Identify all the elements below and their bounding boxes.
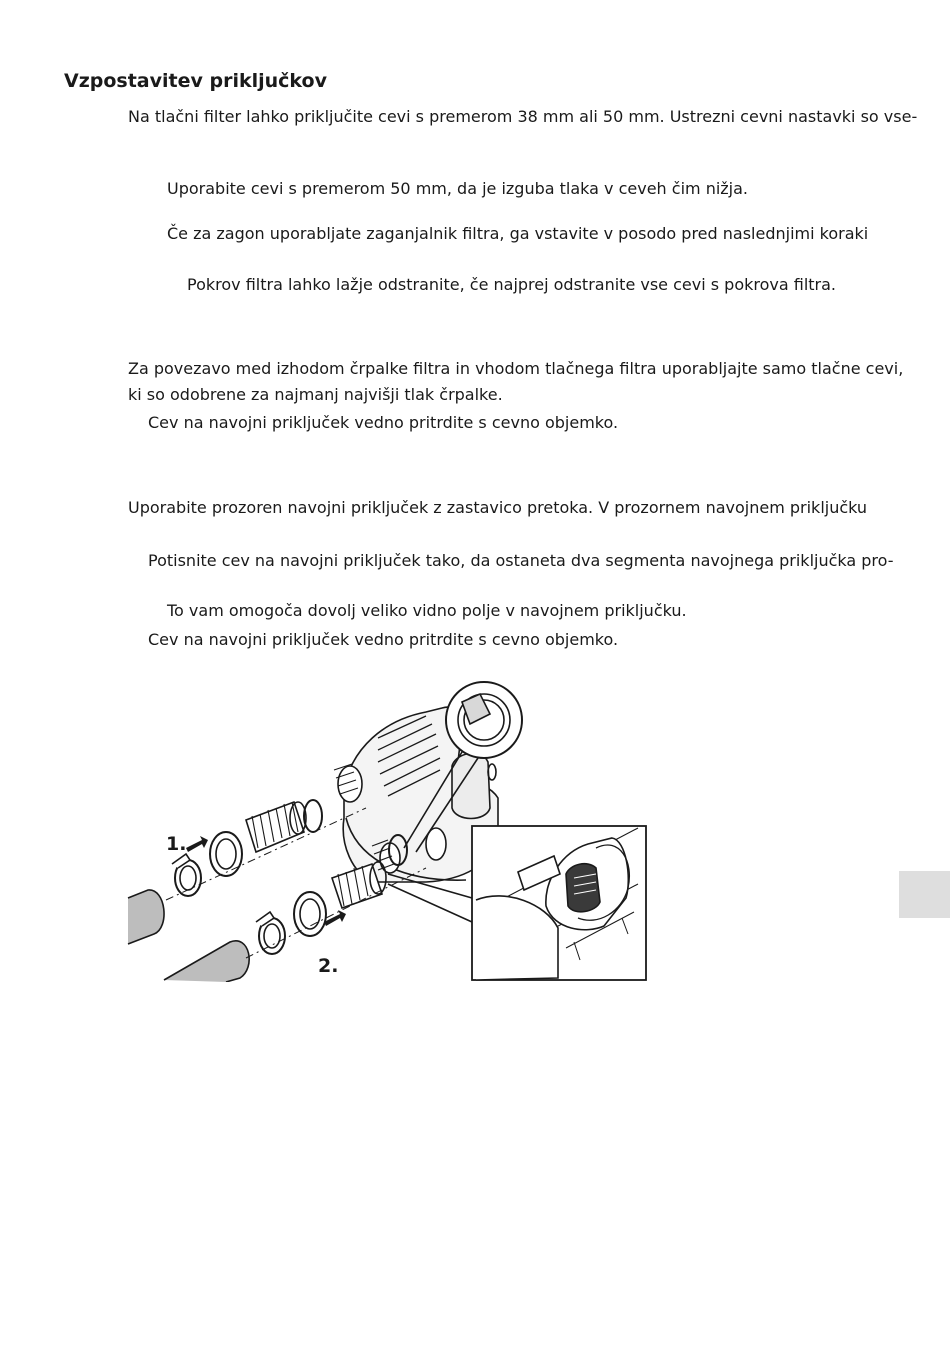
connection-illustration: [126, 668, 648, 982]
instruction-hose-clamp-2: Cev na navojni priključek vedno pritrdite s cevno objemko.: [148, 630, 619, 649]
hose-clamp-lower: [256, 912, 285, 954]
hose-clamp-upper: [172, 854, 201, 896]
union-nut-upper: [210, 832, 242, 876]
hose-upper: [128, 890, 164, 944]
paragraph-pressure-hoses-line2: ki so odobrene za najmanj najvišji tlak črpalke.: [128, 385, 503, 404]
section-heading: Vzpostavitev priključkov: [64, 70, 327, 92]
result-visible-field: To vam omogoča dovolj veliko vidno polje v navojnem priključku.: [167, 601, 687, 620]
union-nut-lower: [294, 892, 326, 936]
paragraph-hose-diameter: Na tlačni filter lahko priključite cevi s premerom 38 mm ali 50 mm. Ustrezni cevni nastavki so vse-: [128, 107, 918, 126]
instruction-push-hose: Potisnite cev na navojni priključek tako, da ostaneta dva segmenta navojnega priključka pro-: [148, 551, 894, 570]
detail-box: [472, 826, 646, 980]
arrow-step-1: [186, 836, 208, 852]
note-filter-starter: Če za zagon uporabljate zaganjalnik filtra, ga vstavite v posodo pred naslednjimi koraki: [167, 224, 869, 243]
step-2-label: 2.: [318, 955, 339, 977]
hose-nozzle-upper: [246, 802, 306, 852]
tip-remove-lid: Pokrov filtra lahko lažje odstranite, če najprej odstranite vse cevi s pokrova filtra.: [187, 275, 837, 294]
paragraph-transparent-connector: Uporabite prozoren navojni priključek z zastavico pretoka. V prozornem navojnem priključku: [128, 498, 868, 517]
step-1-label: 1.: [166, 833, 187, 855]
tip-use-50mm-hoses: Uporabite cevi s premerom 50 mm, da je izguba tlaka v ceveh čim nižja.: [167, 179, 749, 198]
hose-lower: [164, 941, 249, 982]
chapter-tab: [899, 871, 950, 918]
paragraph-pressure-hoses-line1: Za povezavo med izhodom črpalke filtra in vhodom tlačnega filtra uporabljajte samo tlačne cevi,: [128, 359, 904, 378]
upper-outlet: [334, 764, 362, 802]
instruction-hose-clamp-1: Cev na navojni priključek vedno pritrdite s cevno objemko.: [148, 413, 619, 432]
arrow-step-2: [324, 910, 346, 926]
valve-knob: [452, 753, 490, 818]
